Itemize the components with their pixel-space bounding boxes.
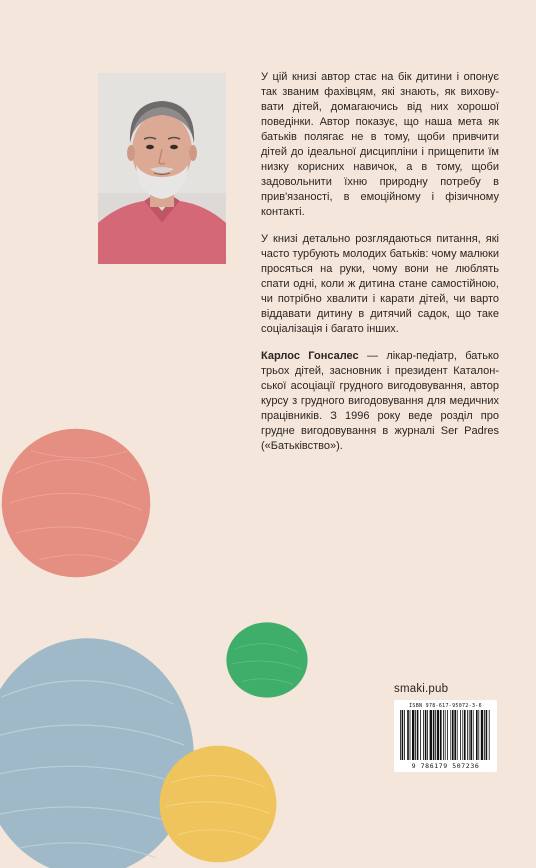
barcode-bar xyxy=(402,710,404,760)
barcode-bar xyxy=(450,710,451,760)
description-text xyxy=(261,70,499,466)
green-circle-decoration xyxy=(226,622,308,698)
barcode-bar xyxy=(412,710,414,760)
pink-circle-decoration xyxy=(1,428,151,578)
barcode-bars xyxy=(400,710,492,760)
barcode-bar xyxy=(457,710,458,760)
barcode-bar xyxy=(417,710,419,760)
isbn-barcode xyxy=(394,700,497,772)
barcode-bar xyxy=(469,710,470,760)
barcode-bar xyxy=(433,710,435,760)
author-photo xyxy=(98,73,226,264)
barcode-bar xyxy=(430,710,432,760)
barcode-bar xyxy=(425,710,427,760)
description-paragraph-1: У цій книзі автор стає на бік дитини і опонує так званим фахівцям, які знають, як вихову-вати дітей, домагаючись від них хорошої поведінки. Автор показує, що наша мета як батьків полягає не в тому, щоби привчити дітей до ідеальної дисципліни і прищепити їм низку корисних навичок, а в тому, щоби задовольнити їхню природну потребу в прив'язаності, в емоційному і фізичному контакті. xyxy=(261,71,499,218)
barcode-bar xyxy=(407,710,409,760)
barcode-bar xyxy=(454,710,456,760)
barcode-bar xyxy=(427,710,428,760)
barcode-bar xyxy=(486,710,488,760)
barcode-bar xyxy=(467,710,468,760)
barcode-bar xyxy=(435,710,436,760)
yellow-circle-decoration xyxy=(159,745,277,863)
author-name: Карлос Гонсалес xyxy=(261,350,359,362)
barcode-bar xyxy=(481,710,483,760)
barcode-bar xyxy=(423,710,424,760)
author-bio-text: — лікар-педіатр, батько трьох дітей, засновник і президент Каталон-ської асоціації грудного вигодовування, автор курсу з грудного вигодовування для медичних працівників. З 1996 року веде розділ про грудне вигодовування в журналі Ser Padres («Батьківство»). xyxy=(261,350,499,452)
barcode-bar xyxy=(420,710,421,760)
barcode-bar xyxy=(440,710,442,760)
barcode-bar xyxy=(478,710,479,760)
barcode-bar xyxy=(484,710,485,760)
publisher-url: smaki.pub xyxy=(394,683,449,695)
barcode-bar xyxy=(470,710,472,760)
barcode-bar xyxy=(447,710,448,760)
barcode-bar xyxy=(415,710,416,760)
author-bio xyxy=(261,349,499,454)
barcode-bar xyxy=(443,710,444,760)
isbn-label: ISBN 978-617-95072-3-6 xyxy=(409,703,482,709)
barcode-bar xyxy=(445,710,446,760)
barcode-bar xyxy=(437,710,439,760)
barcode-bar xyxy=(462,710,463,760)
barcode-bar xyxy=(404,710,405,760)
barcode-bar xyxy=(400,710,401,760)
barcode-bar xyxy=(464,710,466,760)
description-paragraph-2: У книзі детально розглядаються питання, які часто турбують молодих батьків: чому малюки просяться на руки, чому вони не люблять спати одні, коли ж дитина стане самостійною, чи потрібно хвалити і карати дітей, чи варто віддавати дитину в дитячий садок, що таке соціалізація і багато інших. xyxy=(261,233,499,335)
barcode-bar xyxy=(476,710,478,760)
barcode-bar xyxy=(452,710,454,760)
barcode-bar xyxy=(473,710,474,760)
barcode-bar xyxy=(489,710,490,760)
barcode-bar xyxy=(410,710,411,760)
barcode-bar xyxy=(460,710,461,760)
ean-digits: 9 786179 507236 xyxy=(411,762,480,770)
